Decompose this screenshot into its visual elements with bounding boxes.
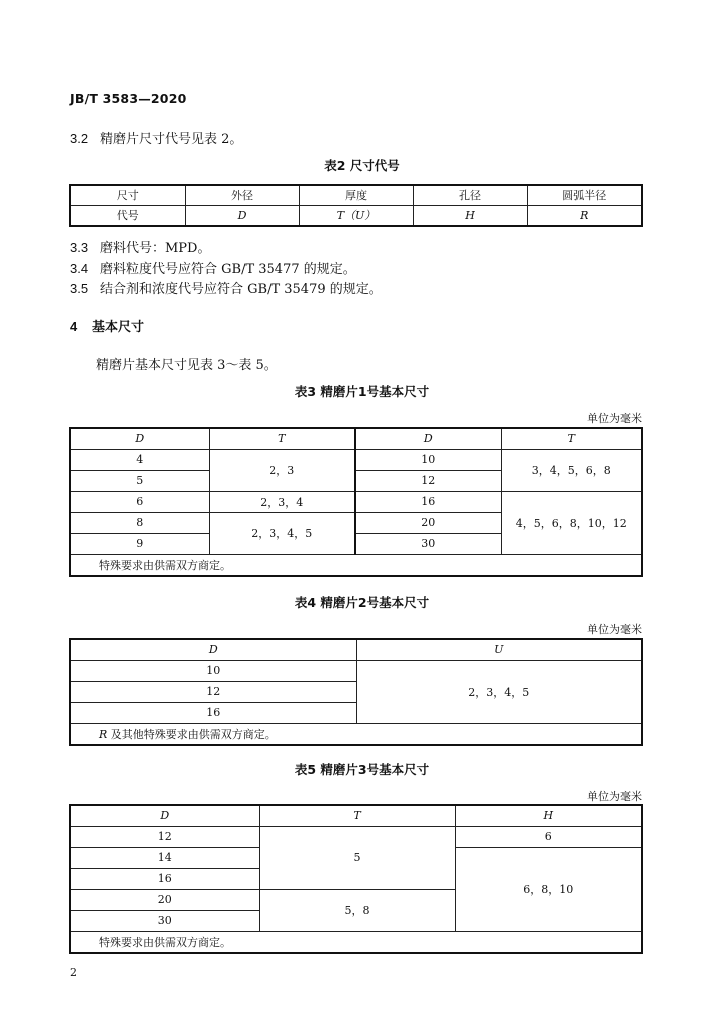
section-4-heading — [70, 316, 144, 335]
table3-cell: 4，5，6，8，10，12 — [501, 491, 642, 554]
table5-cell: 12 — [70, 826, 259, 847]
table3-caption: 表3 精磨片1号基本尺寸 — [294, 384, 430, 399]
table3-cell: 10 — [355, 449, 501, 470]
clause-text: 磨料代号：MPD。 — [100, 241, 211, 256]
table2-cell: 代号 — [70, 205, 185, 226]
table5-cell: 14 — [70, 847, 259, 868]
table5-cell: 6，8，10 — [455, 847, 642, 931]
table5 — [69, 804, 643, 954]
table4-cell: 16 — [70, 702, 356, 723]
page-number: 2 — [70, 966, 77, 979]
table4-unit: 单位为毫米 — [587, 623, 642, 636]
table3-cell: 4 — [70, 449, 209, 470]
table2-cell: 外径 — [185, 185, 299, 205]
table5-cell: 6 — [455, 826, 642, 847]
table3-cell: 6 — [70, 491, 209, 512]
table3-header: D — [355, 428, 501, 449]
table2-cell: D — [185, 205, 299, 226]
table3-cell: 5 — [70, 470, 209, 491]
table5-cell: 5，8 — [259, 889, 455, 931]
table3-cell: 20 — [355, 512, 501, 533]
table5-note: 特殊要求由供需双方商定。 — [70, 931, 642, 953]
table5-cell: 5 — [259, 826, 455, 889]
table5-header: H — [455, 805, 642, 826]
table3 — [69, 427, 643, 577]
table5-unit: 单位为毫米 — [587, 790, 642, 803]
table2-cell: 圆弧半径 — [527, 185, 642, 205]
table3-cell: 2，3，4，5 — [209, 512, 355, 554]
table5-caption: 表5 精磨片3号基本尺寸 — [294, 762, 430, 777]
clause-text: 结合剂和浓度代号应符合 GB/T 35479 的规定。 — [100, 282, 382, 297]
table2-cell: H — [413, 205, 527, 226]
table2-cell: 尺寸 — [70, 185, 185, 205]
clause-number: 3.4 — [70, 261, 89, 276]
table2-cell: T（U） — [299, 205, 413, 226]
table4 — [69, 638, 643, 746]
table4-cell: 10 — [70, 660, 356, 681]
document-id: JB/T 3583—2020 — [70, 91, 187, 106]
table3-unit: 单位为毫米 — [587, 412, 642, 425]
clause-number: 3.5 — [70, 281, 89, 296]
table5-header: T — [259, 805, 455, 826]
clause-3-2 — [70, 128, 242, 147]
table4-header: D — [70, 639, 356, 660]
table3-cell: 12 — [355, 470, 501, 491]
table3-header: T — [501, 428, 642, 449]
clause-3-3 — [70, 237, 210, 256]
section-title: 基本尺寸 — [92, 320, 145, 335]
clause-number: 3.2 — [70, 131, 89, 146]
table3-header: T — [209, 428, 355, 449]
table3-cell: 3，4，5，6，8 — [501, 449, 642, 491]
clause-text: 磨料粒度代号应符合 GB/T 35477 的规定。 — [100, 262, 356, 277]
table4-header: U — [356, 639, 642, 660]
table2 — [69, 184, 643, 227]
table2-cell: R — [527, 205, 642, 226]
clause-3-5 — [70, 278, 382, 297]
table3-cell: 30 — [355, 533, 501, 554]
table3-note: 特殊要求由供需双方商定。 — [70, 554, 642, 576]
clause-number: 3.3 — [70, 240, 89, 255]
table3-cell: 8 — [70, 512, 209, 533]
note-text: 及其他特殊要求由供需双方商定。 — [107, 727, 276, 741]
table4-cell: 12 — [70, 681, 356, 702]
table5-cell: 20 — [70, 889, 259, 910]
clause-text: 精磨片尺寸代号见表 2。 — [100, 132, 243, 147]
table2-cell: 厚度 — [299, 185, 413, 205]
table3-cell: 2，3 — [209, 449, 355, 491]
table4-note — [70, 723, 642, 745]
table3-cell: 9 — [70, 533, 209, 554]
table5-header: D — [70, 805, 259, 826]
note-symbol-r: R — [99, 727, 108, 741]
table3-cell: 2，3，4 — [209, 491, 355, 512]
table4-caption: 表4 精磨片2号基本尺寸 — [294, 595, 430, 610]
clause-3-4 — [70, 258, 356, 277]
table2-cell: 孔径 — [413, 185, 527, 205]
intro-paragraph: 精磨片基本尺寸见表 3～表 5。 — [96, 358, 277, 373]
table2-caption: 表2 尺寸代号 — [324, 158, 400, 173]
table3-cell: 16 — [355, 491, 501, 512]
table5-cell: 16 — [70, 868, 259, 889]
table4-cell: 2，3，4，5 — [356, 660, 642, 723]
table5-cell: 30 — [70, 910, 259, 931]
section-number: 4 — [70, 319, 78, 334]
table3-header: D — [70, 428, 209, 449]
